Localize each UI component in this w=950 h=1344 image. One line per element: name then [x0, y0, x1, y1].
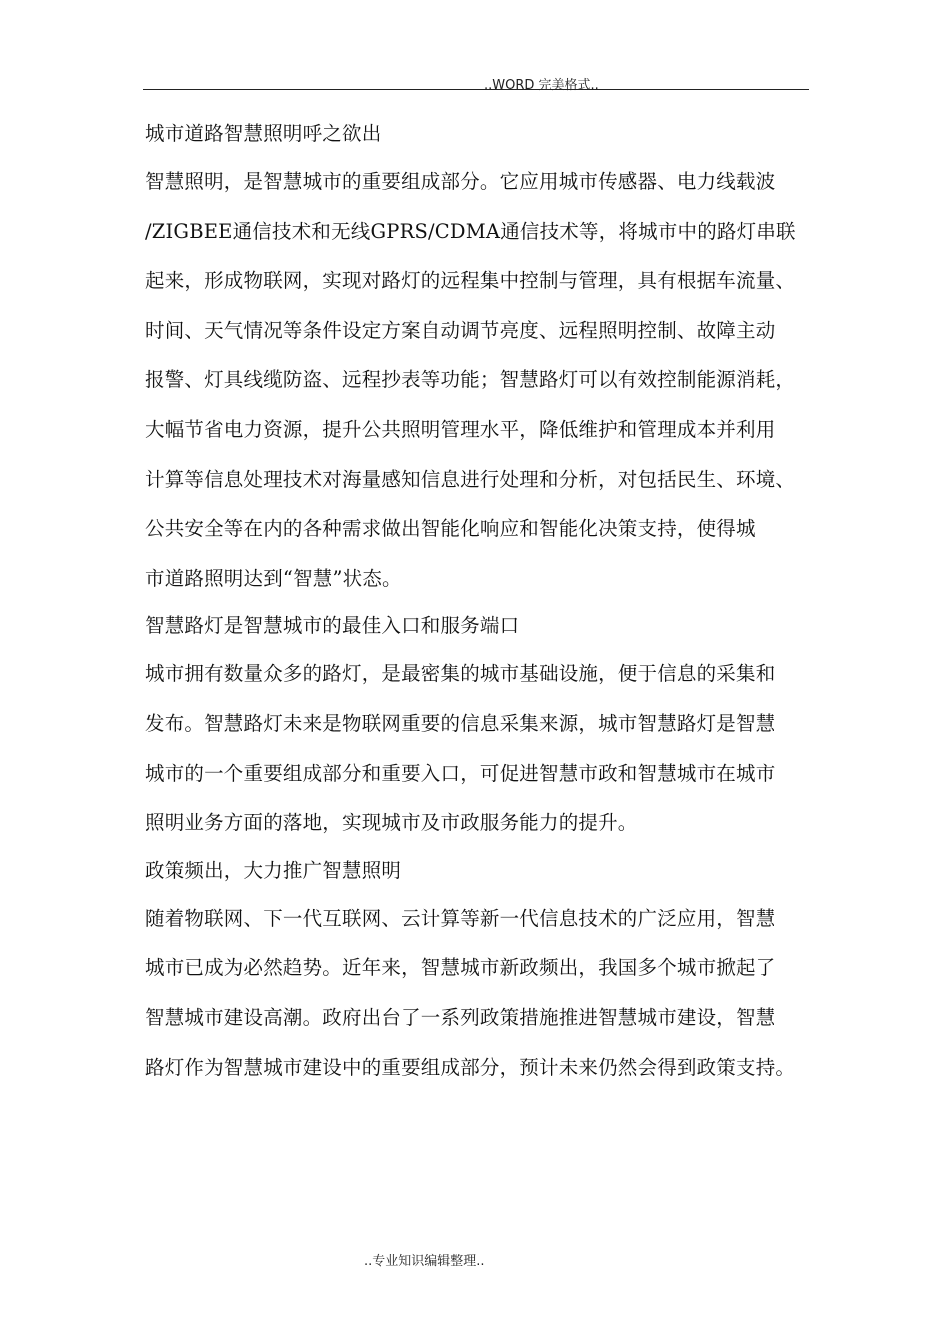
page-header: ..WORD 完美格式..: [484, 78, 599, 93]
section-heading: 城市道路智慧照明呼之欲出: [145, 122, 382, 145]
document-body: [145, 111, 825, 1092]
paragraph-line: 照明业务方面的落地，实现城市及市政服务能力的提升。: [145, 811, 638, 835]
paragraph-line: 起来，形成物联网，实现对路灯的远程集中控制与管理，具有根据车流量、: [145, 269, 796, 293]
section-heading: 智慧路灯是智慧城市的最佳入口和服务端口: [145, 614, 520, 638]
paragraph-line: 时间、天气情况等条件设定方案自动调节亮度、远程照明控制、故障主动: [145, 318, 776, 342]
paragraph-line: 大幅节省电力资源，提升公共照明管理水平，降低维护和管理成本并利用: [145, 417, 776, 441]
section-heading: 政策频出，大力推广智慧照明: [145, 858, 402, 882]
paragraph-line: 路灯作为智慧城市建设中的重要组成部分，预计未来仍然会得到政策支持。: [145, 1055, 796, 1079]
paragraph-line: 城市的一个重要组成部分和重要入口，可促进智慧市政和智慧城市在城市: [145, 761, 776, 785]
paragraph-line: 市道路照明达到“智慧”状态。: [145, 566, 402, 590]
paragraph-line: 城市已成为必然趋势。近年来，智慧城市新政频出，我国多个城市掀起了: [145, 956, 776, 980]
header-divider: [143, 89, 809, 90]
page-footer: ..专业知识编辑整理..: [364, 1254, 485, 1269]
paragraph-line: /ZIGBEE通信技术和无线GPRS/CDMA通信技术等，将城市中的路灯串联: [145, 219, 796, 243]
paragraph-line: 智慧城市建设高潮。政府出台了一系列政策措施推进智慧城市建设，智慧: [145, 1005, 776, 1029]
paragraph-line: 计算等信息处理技术对海量感知信息进行处理和分析，对包括民生、环境、: [145, 467, 796, 491]
paragraph-line: 发布。智慧路灯未来是物联网重要的信息采集来源，城市智慧路灯是智慧: [145, 711, 776, 735]
paragraph-line: 公共安全等在内的各种需求做出智能化响应和智能化决策支持，使得城: [145, 517, 756, 541]
paragraph-line: 城市拥有数量众多的路灯，是最密集的城市基础设施，便于信息的采集和: [145, 662, 776, 686]
paragraph-line: 随着物联网、下一代互联网、云计算等新一代信息技术的广泛应用，智慧: [145, 906, 776, 930]
paragraph-line: 智慧照明，是智慧城市的重要组成部分。它应用城市传感器、电力线载波: [145, 170, 776, 193]
paragraph-line: 报警、灯具线缆防盗、远程抄表等功能；智慧路灯可以有效控制能源消耗，: [145, 368, 796, 392]
